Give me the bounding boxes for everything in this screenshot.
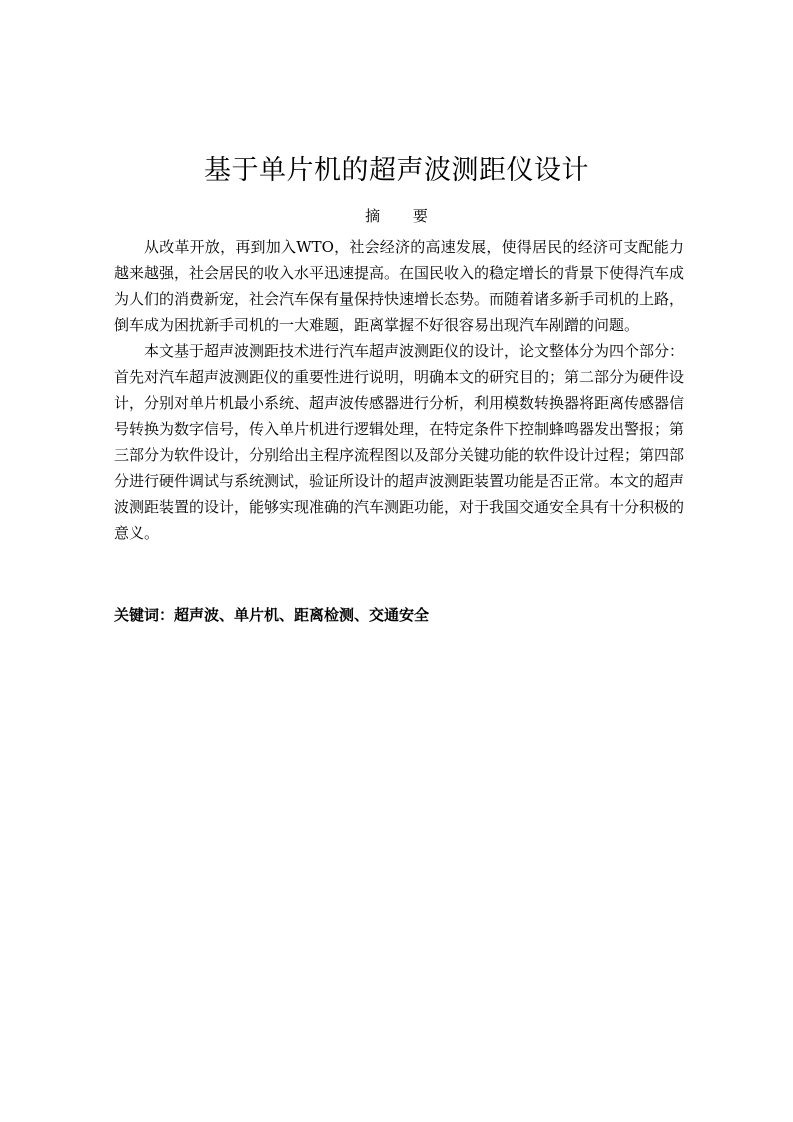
abstract-heading: 摘 要 (365, 207, 442, 225)
keywords-line: 关键词：超声波、单片机、距离检测、交通安全 (114, 606, 430, 624)
abstract-paragraph-2: 本文基于超声波测距技术进行汽车超声波测距仪的设计，论文整体分为四个部分：首先对汽车超声波测距仪的重要性进行说明，明确本文的研究目的；第二部分为硬件设计，分别对单片机最小系统、超声波传感器进行分析，利用模数转换器将距离传感器信号转换为数字信号，传入单片机进行逻辑处理，在特定条件下控制蜂鸣器发出警报；第三部分为软件设计，分别给出主程序流程图以及部分关键功能的软件设计过程；第四部分进行硬件调试与系统测试，验证所设计的超声波测距装置功能是否正常。本文的超声波测距装置的设计，能够实现准确的汽车测距功能，对于我国交通安全具有十分积极的意义。 (114, 342, 685, 542)
document-title: 基于单片机的超声波测距仪设计 (204, 155, 589, 186)
abstract-paragraph-1: 从改革开放，再到加入WTO，社会经济的高速发展，使得居民的经济可支配能力越来越强，社会居民的收入水平迅速提高。在国民收入的稳定增长的背景下使得汽车成为人们的消费新宠，社会汽车保有量保持快速增长态势。而随着诸多新手司机的上路，倒车成为困扰新手司机的一大难题，距离掌握不好很容易出现汽车剐蹭的问题。 (114, 238, 685, 334)
abstract-body (114, 234, 684, 546)
